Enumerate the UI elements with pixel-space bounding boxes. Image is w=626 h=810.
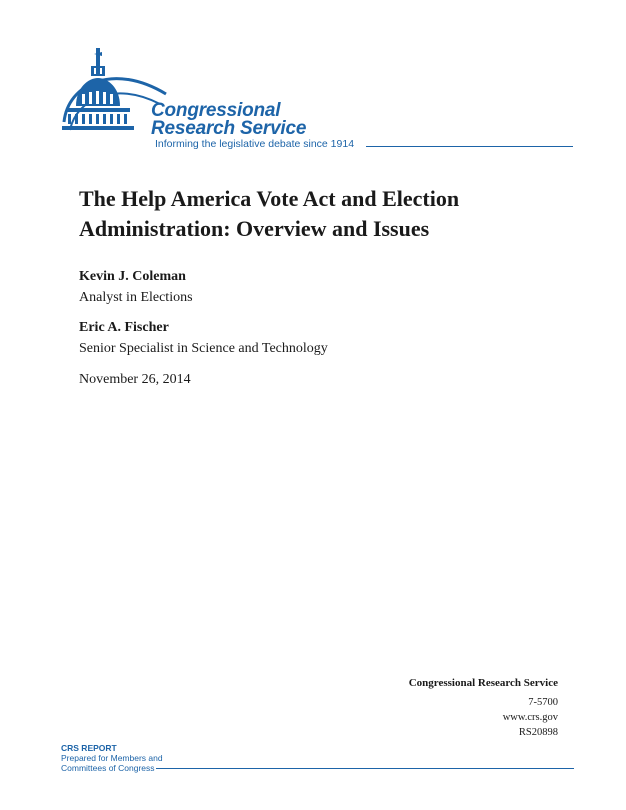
brand-name-line1: Congressional [151, 100, 281, 121]
tagline-rule [366, 146, 573, 147]
tagline: Informing the legislative debate since 1914 [155, 138, 355, 150]
author-role: Senior Specialist in Science and Technology [79, 341, 328, 356]
footer-report-number: RS20898 [518, 727, 558, 738]
footer-url[interactable]: www.crs.gov [502, 712, 558, 723]
publication-date: November 26, 2014 [79, 372, 191, 387]
crs-report-label [61, 743, 163, 773]
prepared-line1: Prepared for Members and [61, 753, 163, 763]
author-name: Kevin J. Coleman [79, 269, 186, 284]
bottom-rule [156, 768, 574, 769]
prepared-line2: Committees of Congress [61, 763, 155, 773]
footer-code: 7-5700 [528, 697, 558, 708]
author-name: Eric A. Fischer [79, 320, 169, 335]
footer-org: Congressional Research Service [408, 677, 558, 689]
brand-name-line2: Research Service [151, 118, 307, 139]
footer-info [409, 676, 558, 740]
document-title: The Help America Vote Act and Election Administration: Overview and Issues [79, 186, 460, 241]
report-label-title: CRS REPORT [61, 743, 117, 753]
author-role: Analyst in Elections [79, 290, 193, 305]
